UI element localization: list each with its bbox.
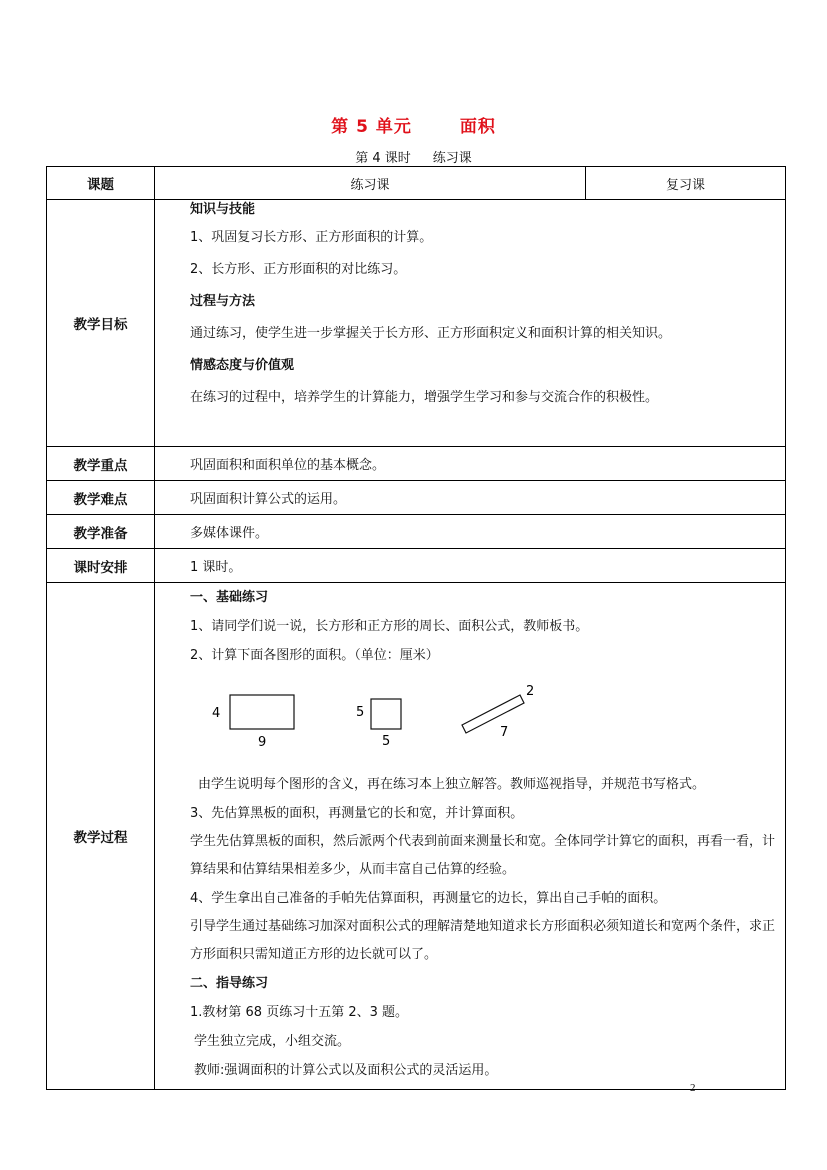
process-content — [155, 583, 786, 1090]
title-value: 练习课 — [155, 167, 586, 200]
key-points-row — [47, 447, 786, 481]
page-title — [0, 112, 827, 137]
process-row — [47, 583, 786, 1090]
process-paragraph: 学生先估算黑板的面积，然后派两个代表到前面来测量长和宽。全体同学计算它的面积，再看一看，计算结果和估算结果相差多少，从而丰富自己估算的经验。 — [190, 834, 776, 877]
lesson-number: 第 4 课时 — [355, 151, 411, 166]
difficulties-value: 巩固面积计算公式的运用。 — [155, 481, 786, 515]
key-points-label: 教学重点 — [47, 447, 155, 481]
process-heading: 二、指导练习 — [190, 976, 269, 991]
square-height-label: 5 — [356, 705, 365, 720]
rectangle-width-label: 9 — [258, 735, 267, 750]
objective-line: 2、长方形、正方形面积的对比练习。 — [190, 262, 407, 277]
objective-line: 在练习的过程中，培养学生的计算能力，增强学生学习和参与交流合作的积极性。 — [190, 390, 659, 405]
objectives-label: 教学目标 — [47, 200, 155, 447]
shapes-figure — [190, 670, 777, 770]
process-paragraph: 1.教材第 68 页练习十五第 2、3 题。 — [190, 1005, 409, 1020]
objective-section-heading: 知识与技能 — [190, 202, 256, 217]
page-subtitle — [0, 147, 827, 166]
title-row — [47, 167, 786, 200]
slanted-long-side-label: 7 — [500, 725, 509, 740]
topic-title: 面积 — [459, 117, 496, 137]
lesson-plan-table — [46, 166, 786, 1090]
process-paragraph: 4、学生拿出自己准备的手帕先估算面积，再测量它的边长，算出自己手帕的面积。 — [190, 891, 667, 906]
process-paragraph: 学生独立完成，小组交流。 — [194, 1034, 351, 1049]
square-shape — [371, 699, 401, 729]
key-points-value: 巩固面积和面积单位的基本概念。 — [155, 447, 786, 481]
process-paragraph: 3、先估算黑板的面积，再测量它的长和宽，并计算面积。 — [190, 806, 524, 821]
slanted-rectangle-shape — [462, 695, 524, 733]
slanted-short-side-label: 2 — [526, 684, 535, 699]
process-paragraph: 1、请同学们说一说，长方形和正方形的周长、面积公式，教师板书。 — [190, 619, 589, 634]
process-paragraph: 由学生说明每个图形的含义，再在练习本上独立解答。教师巡视指导，并规范书写格式。 — [198, 777, 706, 792]
preparation-row — [47, 515, 786, 549]
objective-section-heading: 过程与方法 — [190, 294, 256, 309]
process-label: 教学过程 — [47, 583, 155, 1090]
objectives-content — [155, 200, 786, 447]
title-label: 课题 — [47, 167, 155, 200]
process-heading: 一、基础练习 — [190, 590, 269, 605]
process-paragraph: 教师:强调面积的计算公式以及面积公式的灵活运用。 — [194, 1063, 498, 1078]
schedule-row — [47, 549, 786, 583]
objective-line: 1、巩固复习长方形、正方形面积的计算。 — [190, 230, 433, 245]
square-width-label: 5 — [382, 734, 391, 749]
schedule-value: 1 课时。 — [155, 549, 786, 583]
page-number: 2 — [690, 1082, 696, 1094]
shapes-diagram — [190, 670, 590, 770]
rectangle-shape — [230, 695, 294, 729]
objective-section-heading: 情感态度与价值观 — [190, 358, 295, 373]
schedule-label: 课时安排 — [47, 549, 155, 583]
lesson-type: 练习课 — [432, 151, 472, 166]
difficulties-row — [47, 481, 786, 515]
process-paragraph: 引导学生通过基础练习加深对面积公式的理解清楚地知道求长方形面积必须知道长和宽两个条件，求正方形面积只需知道正方形的边长就可以了。 — [190, 919, 776, 962]
process-paragraph: 2、计算下面各图形的面积。（单位：厘米） — [190, 648, 439, 663]
difficulties-label: 教学难点 — [47, 481, 155, 515]
objective-line: 通过练习，使学生进一步掌握关于长方形、正方形面积定义和面积计算的相关知识。 — [190, 326, 672, 341]
unit-title: 第 5 单元 — [331, 117, 412, 137]
title-type: 复习课 — [586, 167, 786, 200]
rectangle-height-label: 4 — [212, 706, 221, 721]
preparation-value: 多媒体课件。 — [155, 515, 786, 549]
preparation-label: 教学准备 — [47, 515, 155, 549]
objectives-row — [47, 200, 786, 447]
